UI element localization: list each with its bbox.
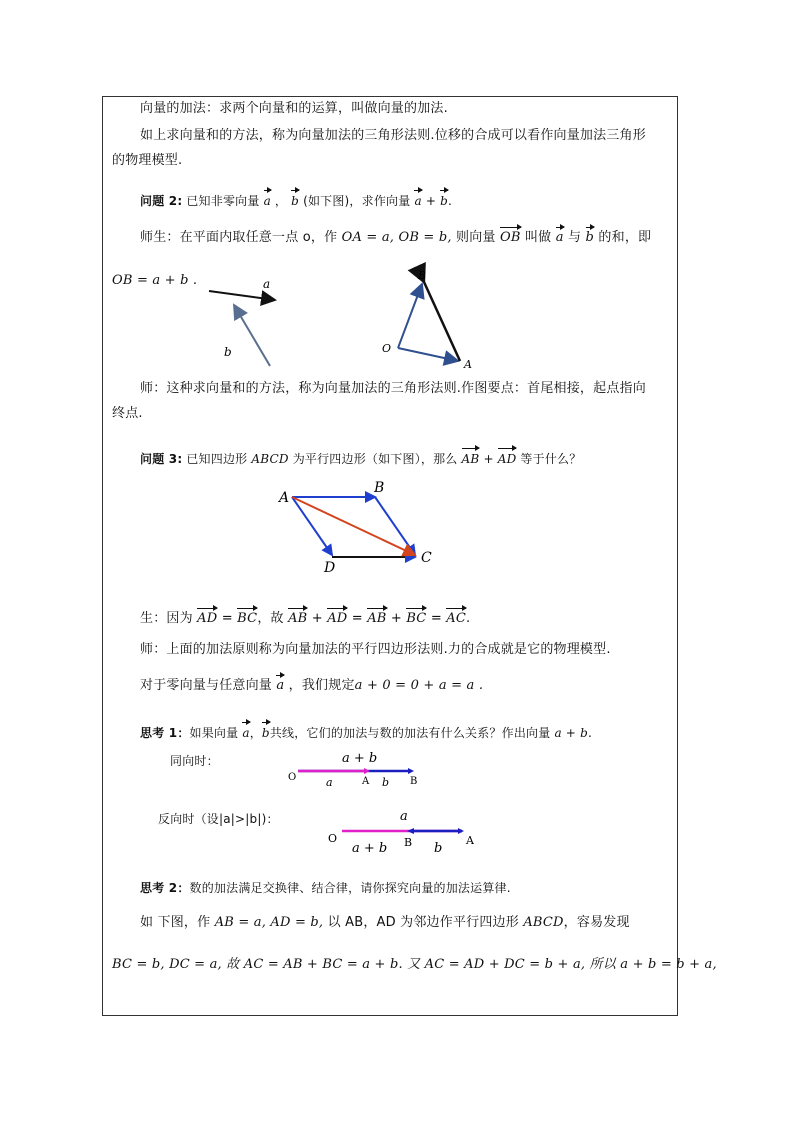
think-2-label: 思考 2： (140, 881, 190, 895)
arrow-AB (424, 282, 460, 361)
question-3-text-2: 为平行四边形（如下图），那么 (292, 452, 458, 466)
eq-3: = (430, 611, 442, 626)
think-1-expr: a + b (554, 726, 588, 740)
para-triangle-summary-1: 师：这种求向量和的方法，称为向量加法的三角形法则.作图要点：首尾相接，起点指向 (140, 381, 646, 396)
teach-text-4: 与 (568, 230, 582, 245)
point-B-2: B (374, 480, 385, 496)
para-triangle-rule-2: 的物理模型. (112, 153, 183, 168)
zero-text-2: ，我们规定 (288, 678, 355, 693)
question-2: 问题 2: 已知非零向量 a ， b (如下图)，求作向量 a + b. (140, 194, 453, 208)
same-O: O (288, 772, 297, 783)
label-a: a (263, 277, 271, 291)
arrow-OB (398, 284, 422, 348)
vector-BC-s3: BC (406, 611, 427, 626)
opp-b-label: b (434, 841, 443, 856)
arrow-a (209, 291, 275, 300)
period-2: . (466, 611, 471, 626)
period-3: . (587, 726, 592, 740)
teach-line-1 (140, 229, 651, 247)
para-parallelogram-rule: 师：上面的加法原则称为向量加法的平行四边形法则.力的合成就是它的物理模型. (140, 642, 611, 657)
point-A: A (464, 358, 472, 371)
think-1-label: 思考 1： (140, 726, 190, 740)
zero-text-1: 对于零向量与任意向量 (140, 678, 273, 693)
label-b: b (224, 345, 232, 359)
point-A-2: A (279, 490, 290, 506)
opp-a-label: a (400, 809, 408, 824)
think-2-text: 数的加法满足交换律、结合律，请你探究向量的加法运算律. (189, 881, 511, 895)
vector-b-4: b (261, 726, 270, 740)
arrow-OA (398, 348, 458, 361)
vector-b: b (291, 194, 300, 208)
figure-parallelogram (270, 480, 450, 580)
arrowhead-a-opp (458, 828, 464, 834)
teach-eq-2: OB = a + b . (112, 273, 198, 288)
opp-B: B (404, 836, 413, 849)
think-1-text-1: 如果向量 (189, 726, 239, 740)
opp-O: O (328, 832, 338, 845)
figure-opposite-direction (322, 800, 482, 860)
vector-a-3: a (276, 678, 285, 693)
vector-a-sum: a (414, 194, 422, 208)
comm-eq: AB = a, AD = b, (214, 915, 324, 930)
para-zero-vector (140, 677, 483, 695)
vector-AC-s3: AC (446, 611, 466, 626)
arrowhead-b (408, 768, 414, 774)
question-3-text-3: 等于什么？ (520, 452, 582, 466)
eq-1: = (221, 611, 233, 626)
vector-AD-q3: AD (497, 452, 517, 466)
vector-AB-q3: AB (461, 452, 480, 466)
plus-1: + (311, 611, 323, 626)
question-3 (140, 450, 581, 468)
same-b: b (382, 776, 390, 789)
question-2-text-2: (如下图)，求作向量 (303, 194, 411, 208)
plus-2: + (390, 611, 402, 626)
point-D-2: D (324, 560, 336, 576)
vector-a: a (263, 194, 271, 208)
vector-AB-s2: AB (288, 611, 308, 626)
figure-same-direction (282, 744, 432, 790)
same-direction-label: 同向时： (170, 754, 219, 768)
teach-text-5: 的和，即 (598, 230, 652, 245)
teach-eq-1: OA = a, OB = b, (341, 230, 452, 245)
vector-a-2: a (555, 230, 564, 245)
teach-text-3: 叫做 (524, 230, 552, 245)
zero-eq: a + 0 = 0 + a = a . (354, 678, 484, 693)
comm-text-1: 如 下图，作 (140, 915, 211, 930)
same-sum-label: a + b (342, 751, 378, 766)
eq-2: = (351, 611, 363, 626)
same-a: a (326, 776, 333, 789)
figure-triangle-rule (200, 262, 490, 374)
comm-ABCD: ABCD (523, 915, 564, 930)
para-commutative-1 (140, 914, 630, 932)
comm-text-2: 以 AB，AD 为邻边作平行四边形 (327, 915, 519, 930)
think-2 (140, 879, 511, 897)
arrowhead-a (364, 768, 370, 774)
point-B: B (418, 269, 427, 282)
vector-BC-s1: BC (237, 611, 258, 626)
point-C-2: C (421, 550, 432, 566)
vector-b-2: b (585, 230, 595, 245)
student-line (140, 610, 470, 628)
think-1 (140, 724, 592, 742)
vector-AD-s1: AD (197, 611, 218, 626)
teach-text-1: 师生：在平面内取任意一点 o，作 (140, 230, 338, 245)
question-2-text-1: 已知非零向量 (186, 194, 260, 208)
question-3-text-1: 已知四边形 (186, 452, 248, 466)
question-2-label: 问题 2: (140, 194, 183, 208)
para-triangle-rule-1: 如上求向量和的方法，称为向量加法的三角形法则.位移的合成可以看作向量加法三角形 (140, 128, 646, 143)
arrowhead-b-opp (407, 828, 414, 834)
opposite-direction-label: 反向时（设|a|>|b|)： (158, 812, 279, 826)
vector-a-4: a (242, 726, 250, 740)
plus-sign: + (425, 194, 437, 208)
think-1-text-3: 共线，它们的加法与数的加法有什么关系？作出向量 (269, 726, 551, 740)
vector-AD-s2: AD (327, 611, 348, 626)
arrow-b (234, 305, 270, 366)
student-text-1: 生：因为 (140, 611, 193, 626)
para-triangle-summary-2: 终点. (112, 406, 143, 421)
vector-OB: OB (499, 230, 521, 245)
plus-q3: + (483, 452, 494, 466)
period: . (448, 194, 453, 208)
opp-sum-label: a + b (352, 841, 388, 856)
comm-text-3: ，容易发现 (563, 915, 630, 930)
student-text-2: ，故 (257, 611, 284, 626)
diagonal-AC (292, 497, 415, 555)
same-B: B (410, 776, 418, 787)
vector-AB-s3: AB (367, 611, 387, 626)
para-commutative-2: BC = b, DC = a, 故 AC = AB + BC = a + b. 又 AC = AD + DC = b + a, 所以 a + b = b + a, (112, 957, 717, 972)
teach-text-2: 则向量 (456, 230, 496, 245)
question-3-label: 问题 3: (140, 452, 183, 466)
para-definition: 向量的加法：求两个向量和的运算，叫做向量的加法. (140, 101, 448, 116)
vector-b-sum: b (440, 194, 448, 208)
point-O: O (382, 342, 392, 355)
opp-A: A (466, 834, 474, 847)
same-A: A (362, 776, 370, 787)
question-3-ABCD: ABCD (251, 452, 289, 466)
comma: ， (249, 726, 262, 740)
